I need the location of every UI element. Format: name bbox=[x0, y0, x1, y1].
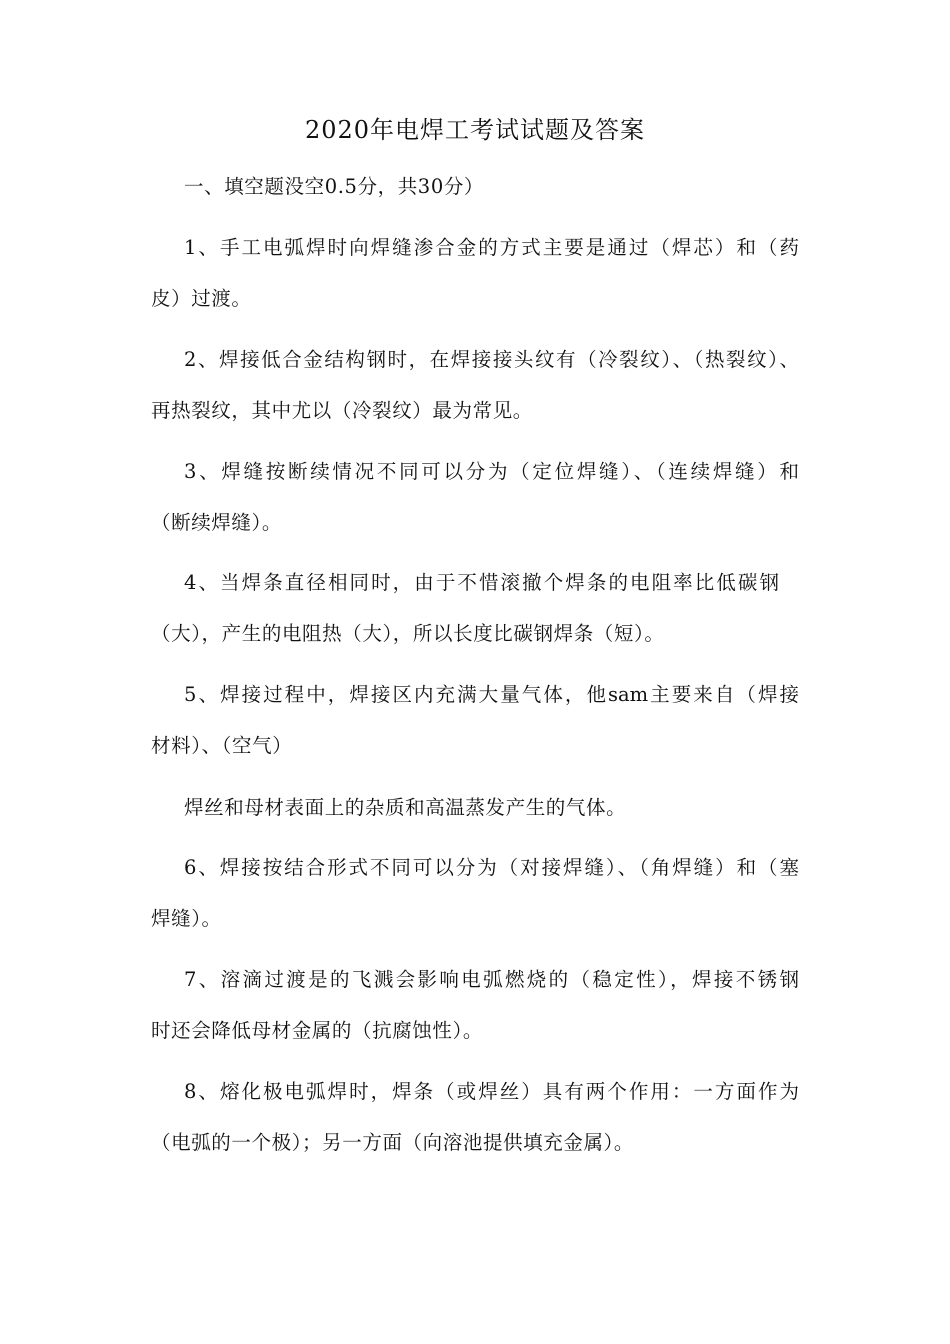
section-heading: 一、填空题没空0.5分，共30分） bbox=[184, 175, 485, 198]
question-5-line-3: 焊丝和母材表面上的杂质和高温蒸发产生的气体。 bbox=[184, 796, 627, 819]
question-3-line-1: 3、焊缝按断续情况不同可以分为（定位焊缝）、（连续焊缝）和 bbox=[184, 460, 799, 483]
question-7-line-2: 时还会降低母材金属的（抗腐蚀性）。 bbox=[151, 1019, 483, 1042]
question-4-line-1: 4、当焊条直径相同时，由于不惜滚撤个焊条的电阻率比低碳钢 bbox=[184, 571, 779, 594]
document-title: 2020年电焊工考试试题及答案 bbox=[304, 116, 646, 144]
question-2-line-1: 2、焊接低合金结构钢时，在焊接接头纹有（冷裂纹）、（热裂纹）、 bbox=[184, 348, 799, 371]
question-1-line-2: 皮）过渡。 bbox=[151, 287, 252, 310]
question-6-line-1: 6、焊接按结合形式不同可以分为（对接焊缝）、（角焊缝）和（塞 bbox=[184, 856, 799, 879]
question-7-line-1: 7、溶滴过渡是的飞溅会影响电弧燃烧的（稳定性），焊接不锈钢 bbox=[184, 968, 799, 991]
question-6-line-2: 焊缝）。 bbox=[151, 907, 222, 930]
question-8-line-2: （电弧的一个极）；另一方面（向溶池提供填充金属）。 bbox=[151, 1131, 635, 1154]
question-3-line-2: （断续焊缝）。 bbox=[151, 511, 282, 534]
question-5-line-1: 5、焊接过程中，焊接区内充满大量气体，他sam主要来自（焊接 bbox=[184, 683, 799, 706]
question-2-line-2: 再热裂纹，其中尤以（冷裂纹）最为常见。 bbox=[151, 399, 533, 422]
question-5-line-2: 材料）、（空气） bbox=[151, 734, 293, 757]
question-1-line-1: 1、手工电弧焊时向焊缝渗合金的方式主要是通过（焊芯）和（药 bbox=[184, 236, 799, 259]
question-4-line-2: （大），产生的电阻热（大），所以长度比碳钢焊条（短）。 bbox=[151, 622, 665, 645]
question-8-line-1: 8、熔化极电弧焊时，焊条（或焊丝）具有两个作用：一方面作为 bbox=[184, 1080, 799, 1103]
